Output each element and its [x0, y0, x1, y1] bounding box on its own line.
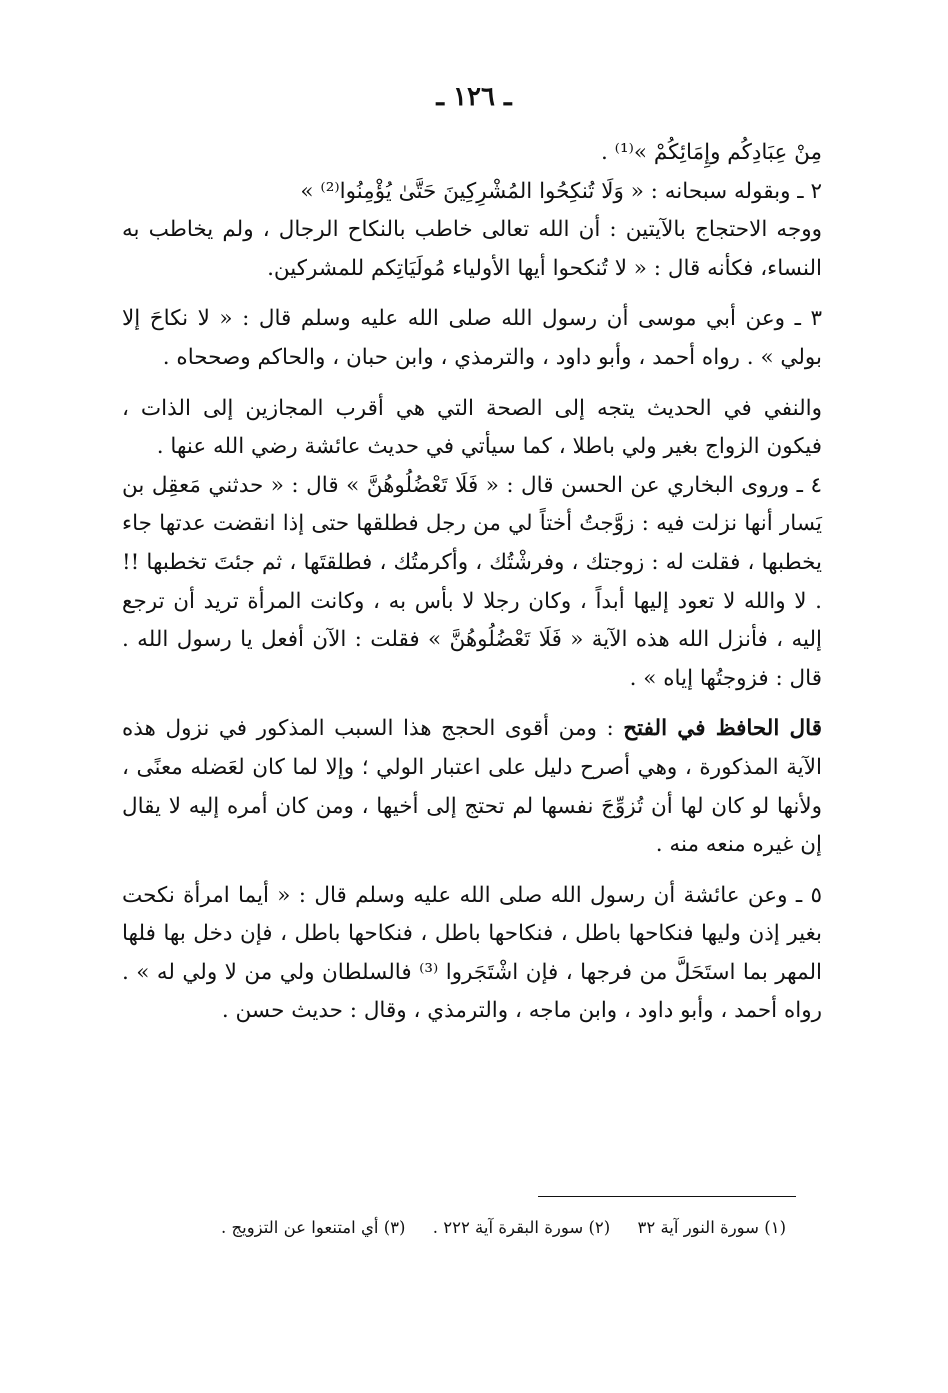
footnotes	[146, 1214, 786, 1242]
paragraph-2	[122, 173, 822, 212]
paragraph-3	[122, 211, 822, 288]
paragraph-text: ووجه الاحتجاج بالآيتين : أن الله تعالى خاطب بالنكاح الرجال ، ولم يخاطب به النساء، فكأنه قال : « لا تُنكحوا أيها الأولياء مُولَيَاتِكم للمشركين.	[122, 217, 822, 281]
paragraph-text: : ومن أقوى الحجج هذا السبب المذكور في نزول هذه الآية المذكورة ، وهي أصرح دليل على اعتبار الولي ؛ وإلا لما كان لعَضله معنًى ، ولأنها لو كان لها أن تُزوِّجَ نفسها لم تحتج إلى أخيها ، ومن كان أمره إليه لا يقال إن غيره منعه منه .	[122, 716, 822, 858]
footnote-1: (١) سورة النور آية ٣٢	[637, 1218, 786, 1237]
paragraph-text: مِنْ عِبَادِكُم وإِمَائِكُمْ »⁽¹⁾ .	[601, 140, 822, 165]
paragraph-lead: قال الحافظ في الفتح	[623, 716, 822, 742]
paragraph-text: والنفي في الحديث يتجه إلى الصحة التي هي أقرب المجازين إلى الذات ، فيكون الزواج بغير ولي باطلا ، كما سيأتي في حديث عائشة رضي الله عنها .	[122, 395, 822, 460]
paragraph-7	[122, 710, 822, 864]
paragraph-text: ٢ ـ وبقوله سبحانه : « وَلَا تُنكِحُوا المُشْرِكِينَ حَتَّىٰ يُؤْمِنُوا⁽²⁾ »	[300, 178, 822, 204]
page-number: ـ ١٢٦ ـ	[436, 82, 512, 112]
paragraph-5	[122, 390, 822, 467]
paragraph-6	[122, 467, 822, 699]
footnote-3: (٣) أي امتنعوا عن التزويج .	[220, 1218, 406, 1237]
footnote-2: (٢) سورة البقرة آية ٢٢٢ .	[432, 1218, 611, 1237]
document-body	[122, 134, 822, 1031]
footnote-separator	[538, 1196, 796, 1197]
paragraph-8	[122, 877, 822, 1031]
paragraph-1	[122, 134, 822, 173]
paragraph-text: ٤ ـ وروى البخاري عن الحسن قال : « فَلَا تَعْضُلُوهُنَّ » قال : « حدثني مَعقِل بن يَسار أنها نزلت فيه : زوَّجتُ أختاً لي من رجل فطلقها حتى إذا انقضت عدتها جاء يخطبها ، فقلت له : زوجتك ، وفرشْتُك ، وأكرمتُك ، فطلقتَها ، ثم جئتَ تخطبها !! . لا والله لا تعود إليها أبداً ، وكان رجلا لا بأس به ، وكانت المرأة تريد أن ترجع إليه ، فأنزل الله هذه الآية « فَلَا تَعْضُلُوهُنَّ » فقلت : الآن أفعل يا رسول الله . قال : فزوجتُها إياه » .	[122, 472, 822, 691]
paragraph-text: ٣ ـ وعن أبي موسى أن رسول الله صلى الله عليه وسلم قال : « لا نكاحَ إلا بولي » . رواه أحمد ، وأبو داود ، والترمذي ، وابن حبان ، والحاكم وصححاه .	[122, 306, 822, 370]
paragraph-4	[122, 300, 822, 377]
paragraph-text: ٥ ـ وعن عائشة أن رسول الله صلى الله عليه وسلم قال : « أيما امرأة نكحت بغير إذن وليها فنكاحها باطل ، فنكاحها باطل ، فنكاحها باطل ، فإن دخل بها فلها المهر بما استَحَلَّ من فرجها ، فإن اشْتَجَروا ⁽³⁾ فالسلطان ولي من لا ولي له » . رواه أحمد ، وأبو داود ، وابن ماجه ، والترمذي ، وقال : حديث حسن .	[122, 882, 822, 1024]
